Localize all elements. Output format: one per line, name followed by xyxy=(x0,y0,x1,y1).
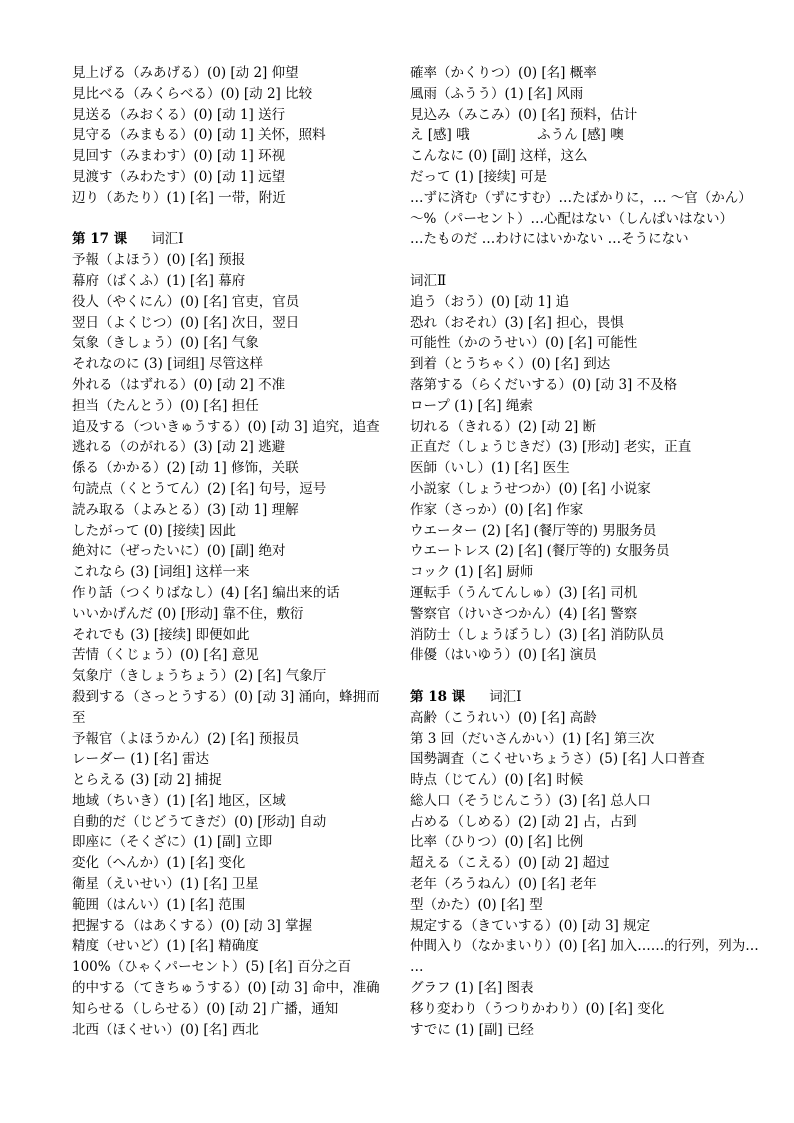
vocab-entry: ウエートレス (2) [名] (餐厅等的) 女服务员 xyxy=(410,543,670,560)
vocab-entry: 運転手（うんてんしゅ）(3) [名] 司机 xyxy=(410,584,638,601)
vocab-entry: 規定する（きていする）(0) [动 3] 规定 xyxy=(410,917,651,934)
vocab-section-label: 词汇Ⅰ xyxy=(151,231,184,248)
lesson-heading xyxy=(72,229,390,250)
vocab-entry: 比率（ひりつ）(0) [名] 比例 xyxy=(410,834,584,851)
vocab-entry: 自動的だ（じどうてきだ）(0) [形动] 自动 xyxy=(72,813,327,830)
vocab-entry: 風雨（ふうう）(1) [名] 风雨 xyxy=(410,85,584,102)
vocab-entry: 気象庁（きしょうちょう）(2) [名] 气象厅 xyxy=(72,668,327,685)
vocab-entry: 警察官（けいさつかん）(4) [名] 警察 xyxy=(410,605,638,622)
vocab-entry: コック (1) [名] 厨师 xyxy=(410,564,534,581)
vocab-entry: 地域（ちいき）(1) [名] 地区，区域 xyxy=(72,792,286,809)
vocab-entry: 仲間入り（なかまいり）(0) [名] 加入……的行列，列为… xyxy=(410,938,759,955)
vocab-entry: 句読点（くとうてん）(2) [名] 句号，逗号 xyxy=(72,480,327,497)
vocab-entry: 見守る（みまもる）(0) [动 1] 关怀，照料 xyxy=(72,127,326,144)
vocab-entry: 担当（たんとう）(0) [名] 担任 xyxy=(72,397,259,414)
vocab-entry: 苦情（くじょう）(0) [名] 意见 xyxy=(72,647,259,664)
vocab-entry: 第 3 回（だいさんかい）(1) [名] 第三次 xyxy=(410,730,655,747)
vocab-entry: 総人口（そうじんこう）(3) [名] 总人口 xyxy=(410,792,651,809)
vocab-entry: …ずに済む（ずにすむ）…たばかりに，… ～官（かん） xyxy=(410,189,752,206)
vocab-entry: これなら (3) [词组] 这样一来 xyxy=(72,564,250,581)
vocab-entry: 型（かた）(0) [名] 型 xyxy=(410,896,543,913)
vocab-entry: 恐れ（おそれ）(3) [名] 担心，畏惧 xyxy=(410,314,624,331)
vocab-entry: 超える（こえる）(0) [动 2] 超过 xyxy=(410,855,610,872)
vocab-entry: 絶対に（ぜったいに）(0) [副] 绝对 xyxy=(72,543,286,560)
vocab-entry: 確率（かくりつ）(0) [名] 概率 xyxy=(410,65,597,81)
vocab-entry: 100%（ひゃくパーセント）(5) [名] 百分之百 xyxy=(72,959,352,976)
vocab-entry: 見比べる（みくらべる）(0) [动 2] 比较 xyxy=(72,85,313,102)
vocab-entry: 外れる（はずれる）(0) [动 2] 不准 xyxy=(72,376,286,393)
vocab-entry: 衛星（えいせい）(1) [名] 卫星 xyxy=(72,876,259,893)
vocab-entry: とらえる (3) [动 2] 捕捉 xyxy=(72,772,222,789)
vocab-entry: レーダー (1) [名] 雷达 xyxy=(72,751,210,768)
vocab-entry: 見渡す（みわたす）(0) [动 1] 远望 xyxy=(72,168,286,185)
vocab-entry: 老年（ろうねん）(0) [名] 老年 xyxy=(410,876,597,893)
vocab-entry: 見込み（みこみ）(0) [名] 预料，估计 xyxy=(410,106,638,123)
blank-line xyxy=(72,209,390,230)
vocab-entry: 気象（きしょう）(0) [名] 气象 xyxy=(72,335,259,352)
vocab-entry: 逃れる（のがれる）(3) [动 2] 逃避 xyxy=(72,439,286,456)
vocab-entry: 時点（じてん）(0) [名] 时候 xyxy=(410,772,584,789)
vocab-entry: 係る（かかる）(2) [动 1] 修饰，关联 xyxy=(72,460,299,477)
vocab-entry: グラフ (1) [名] 图表 xyxy=(410,980,534,997)
vocab-entry: 俳優（はいゆう）(0) [名] 演员 xyxy=(410,647,597,664)
vocab-entry: 作家（さっか）(0) [名] 作家 xyxy=(410,501,584,518)
vocab-entry: 切れる（きれる）(2) [动 2] 断 xyxy=(410,418,597,435)
vocab-entry: 追う（おう）(0) [动 1] 追 xyxy=(410,293,570,310)
vocab-entry: 国勢調査（こくせいちょうさ）(5) [名] 人口普查 xyxy=(410,751,705,768)
vocab-entry: 移り変わり（うつりかわり）(0) [名] 变化 xyxy=(410,1000,665,1017)
vocab-entry: ロープ (1) [名] 绳索 xyxy=(410,397,533,414)
vocab-entry: 役人（やくにん）(0) [名] 官吏，官员 xyxy=(72,293,300,310)
vocab-entry: だって (1) [接续] 可是 xyxy=(410,168,548,185)
vocab-entry: 追及する（ついきゅうする）(0) [动 3] 追究，追查 xyxy=(72,418,380,435)
vocab-entry: 小説家（しょうせつか）(0) [名] 小说家 xyxy=(410,480,651,497)
vocab-entry: ～%（パーセント）…心配はない（しんぱいはない） xyxy=(410,210,734,227)
vocab-entry: それでも (3) [接续] 即便如此 xyxy=(72,626,250,643)
vocab-entry: 範囲（はんい）(1) [名] 范围 xyxy=(72,896,246,913)
vocab-entry: 幕府（ばくふ）(1) [名] 幕府 xyxy=(72,272,246,289)
vocab-entry: え [感] 哦 ふうん [感] 噢 xyxy=(410,127,624,144)
vocab-entry: したがって (0) [接续] 因此 xyxy=(72,522,237,539)
vocab-entry: 高齢（こうれい）(0) [名] 高龄 xyxy=(410,709,597,726)
vocab-entry: 翌日（よくじつ）(0) [名] 次日，翌日 xyxy=(72,314,300,331)
lesson-number: 第 18 课 xyxy=(410,688,466,705)
left-column xyxy=(72,63,390,1040)
vocab-entry: 変化（へんか）(1) [名] 变化 xyxy=(72,855,246,872)
vocab-entry: 精度（せいど）(1) [名] 精确度 xyxy=(72,938,259,955)
vocab-entry: 医師（いし）(1) [名] 医生 xyxy=(410,460,570,477)
vocab-entry: 到着（とうちゃく）(0) [名] 到达 xyxy=(410,356,611,373)
lesson-number: 第 17 课 xyxy=(72,231,128,248)
vocab-entry: 落第する（らくだいする）(0) [动 3] 不及格 xyxy=(410,376,678,393)
vocab-entry: 見回す（みまわす）(0) [动 1] 环视 xyxy=(72,148,286,165)
vocab-entry: 北西（ほくせい）(0) [名] 西北 xyxy=(72,1021,259,1038)
vocab-entry: 予報官（よほうかん）(2) [名] 预报员 xyxy=(72,730,300,747)
vocab-entry: 作り話（つくりばなし）(4) [名] 编出来的话 xyxy=(72,584,340,601)
right-column xyxy=(410,63,762,1040)
vocab-entry: 知らせる（しらせる）(0) [动 2] 广播，通知 xyxy=(72,1000,339,1017)
vocab-entry: 辺り（あたり）(1) [名] 一带，附近 xyxy=(72,189,286,206)
vocab-entry: 消防士（しょうぼうし）(3) [名] 消防队员 xyxy=(410,626,665,643)
vocab-entry: 読み取る（よみとる）(3) [动 1] 理解 xyxy=(72,501,299,518)
vocab-entry: … xyxy=(410,959,424,976)
vocab-entry: 的中する（てきちゅうする）(0) [动 3] 命中，准确 xyxy=(72,980,380,997)
vocab-entry: すでに (1) [副] 已经 xyxy=(410,1021,534,1038)
vocab-entry: …たものだ …わけにはいかない …そうにない xyxy=(410,231,689,248)
vocab-entry: 可能性（かのうせい）(0) [名] 可能性 xyxy=(410,335,638,352)
vocab-entry: 見上げる（みあげる）(0) [动 2] 仰望 xyxy=(72,65,299,81)
vocab-entry: 予報（よほう）(0) [名] 预报 xyxy=(72,252,246,269)
blank-line xyxy=(410,666,762,687)
vocab-entry: こんなに (0) [副] 这样，这么 xyxy=(410,148,588,165)
vocab-entry: ウエーター (2) [名] (餐厅等的) 男服务员 xyxy=(410,522,657,539)
vocab-section-label: 词汇Ⅰ xyxy=(489,688,522,705)
vocab-entry: 把握する（はあくする）(0) [动 3] 掌握 xyxy=(72,917,313,934)
vocab-entry: 正直だ（しょうじきだ）(3) [形动] 老实，正直 xyxy=(410,439,692,456)
vocab-entry: いいかげんだ (0) [形动] 靠不住，敷衍 xyxy=(72,605,304,622)
vocab-entry: 即座に（そくざに）(1) [副] 立即 xyxy=(72,834,273,851)
lesson-heading xyxy=(410,687,762,708)
vocab-entry: 词汇Ⅱ xyxy=(410,272,447,289)
blank-line xyxy=(410,250,762,271)
vocab-entry: 占める（しめる）(2) [动 2] 占，占到 xyxy=(410,813,637,830)
vocab-entry: それなのに (3) [词组] 尽管这样 xyxy=(72,356,264,373)
vocab-entry: 殺到する（さっとうする）(0) [动 3] 涌向，蜂拥而至 xyxy=(72,688,380,726)
vocab-entry: 見送る（みおくる）(0) [动 1] 送行 xyxy=(72,106,286,123)
